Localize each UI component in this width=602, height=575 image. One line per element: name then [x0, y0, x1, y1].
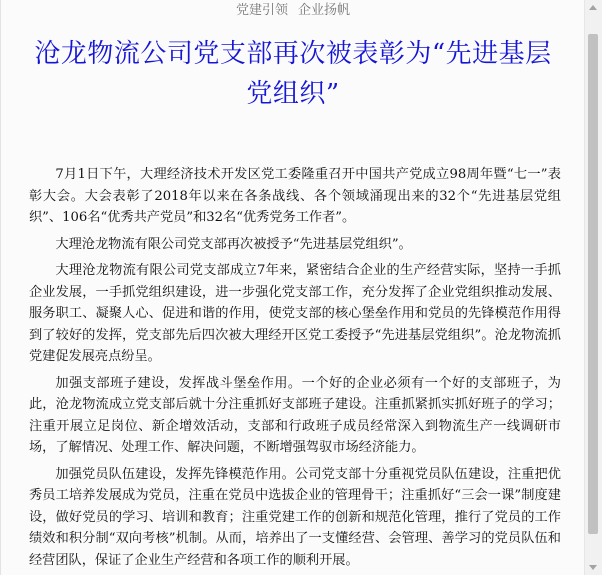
breadcrumb-subsection[interactable]: 企业扬帆	[298, 3, 351, 18]
scroll-up-arrow-icon[interactable]	[589, 5, 597, 10]
vertical-scrollbar[interactable]	[584, 0, 602, 575]
article-paragraph: 加强党员队伍建设，发挥先锋模范作用。公司党支部十分重视党员队伍建设，注重把优秀员工培养发展成为党员，注重在党员中选拔企业的管理骨干；注重抓好“三会一课”制度建设，做好党员的学习、培训和教育；注重党建工作的创新和规范化管理，推行了党员的工作绩效和积分制“双向考核”机制。从而，培养出了一支懂经营、会管理、善学习的党员队伍和经营团队，保证了企业生产经营和各项工作的顺利开展。	[29, 466, 561, 568]
article-paragraph: 大理沧龙物流有限公司党支部再次被授予“先进基层党组织”。	[55, 236, 412, 252]
article-paragraph: 大理沧龙物流有限公司党支部成立7年来，紧密结合企业的生产经营实际，坚持一手抓企业发展，一手抓党组织建设，进一步强化党支部工作，充分发挥了企业党组织推动发展、服务职工、凝聚人心、促进和谐的作用，使党支部的核心堡垒作用和党员的先锋模范作用得到了较好的发挥，党支部先后四次被大理经开区党工委授予“先进基层党组织”。沧龙物流抓党建促发展亮点纷呈。	[29, 263, 561, 364]
page-title: 沧龙物流公司党支部再次被表彰为“先进基层党组织”	[34, 39, 552, 109]
article-paragraph: 加强支部班子建设，发挥战斗堡垒作用。一个好的企业必须有一个好的支部班子，为此，沧龙物流成立党支部后就十分注重抓好支部班子建设。注重抓紧抓实抓好班子的学习；注重开展立足岗位、新企增效活动，支部和行政班子成员经常深入到物流生产一线调研市场，了解情况、处理工作、解决问题，不断增强驾驭市场经济能力。	[29, 375, 561, 455]
breadcrumb-section[interactable]: 党建引领	[235, 3, 288, 18]
article-body	[29, 164, 561, 571]
scroll-thumb[interactable]	[588, 34, 598, 534]
scroll-down-arrow-icon[interactable]	[589, 565, 597, 570]
article-paragraph: 7月1日下午，大理经济技术开发区党工委隆重召开中国共产党成立98周年暨“七一”表彰大会。大会表彰了2018年以来在各条战线、各个领域涌现出来的32个“先进基层党组织”、106名“优秀共产党员”和32名“优秀党务工作者”。	[29, 167, 561, 225]
breadcrumb	[1, 2, 585, 20]
